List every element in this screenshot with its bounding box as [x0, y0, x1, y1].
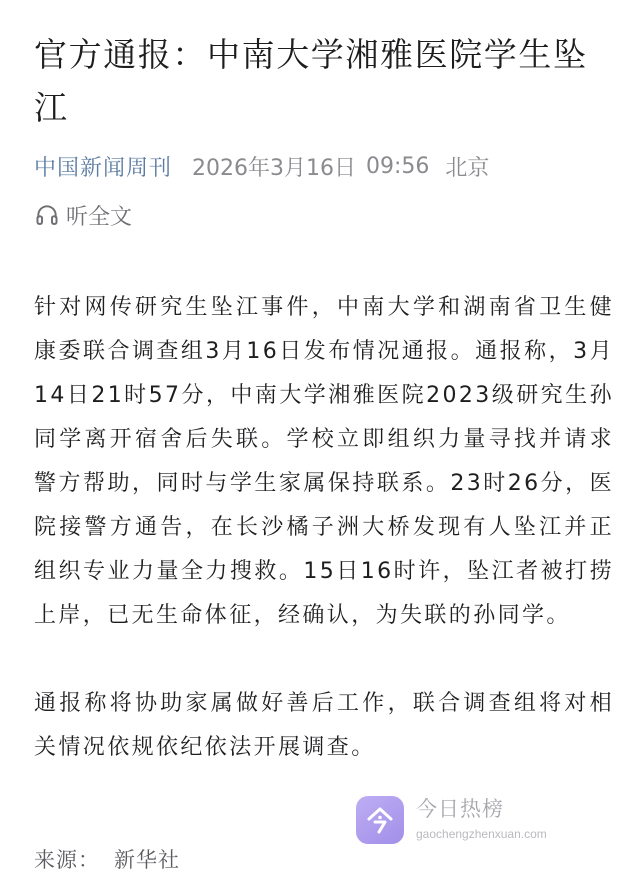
meta-location: 北京 — [445, 155, 490, 181]
article-paragraph: 通报称将协助家属做好善后工作，联合调查组将对相关情况依规依纪依法开展调查。 — [34, 691, 614, 760]
listen-full-text-button[interactable] — [34, 198, 132, 232]
article-footer-source — [34, 844, 180, 874]
meta-source[interactable]: 中国新闻周刊 — [34, 155, 173, 181]
app-logo-icon — [356, 796, 404, 844]
watermark-text — [416, 797, 547, 843]
footer-source-label: 来源： — [34, 848, 100, 872]
article-meta — [34, 148, 489, 184]
article-title: 官方通报：中南大学湘雅医院学生坠江 — [34, 35, 588, 127]
article-paragraph: 针对网传研究生坠江事件，中南大学和湖南省卫生健康委联合调查组3月16日发布情况通报。通报称，3月14日21时57分，中南大学湘雅医院2023级研究生孙同学离开宿舍后失联。学校立即组织力量寻找并请求警方帮助，同时与学生家属保持联系。23时26分，医院接警方通告，在长沙橘子洲大桥发现有人坠江并正组织专业力量全力搜救。15日16时许，坠江者被打捞上岸，已无生命体征，经确认，为失联的孙同学。 — [34, 295, 614, 628]
footer-source-value: 新华社 — [114, 848, 180, 872]
headphone-icon — [34, 202, 60, 228]
meta-time: 09:56 — [366, 153, 430, 179]
meta-date: 2026年3月16日 — [192, 155, 356, 181]
watermark-name: 今日热榜 — [416, 797, 504, 821]
listen-label: 听全文 — [66, 204, 133, 230]
watermark-url: gaochengzhenxuan.com — [416, 827, 547, 841]
watermark — [356, 796, 547, 844]
article-body — [34, 286, 614, 814]
